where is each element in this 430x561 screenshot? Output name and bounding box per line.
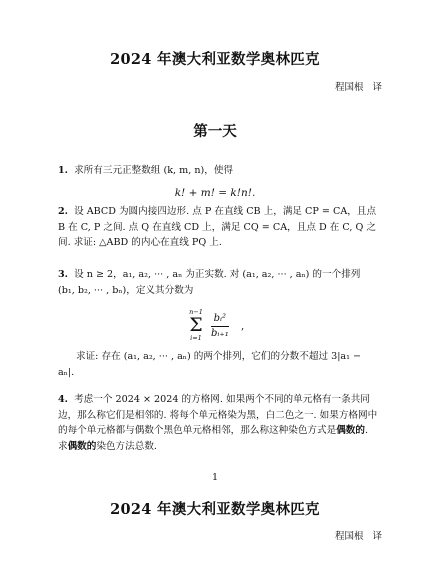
formula-comma: , [241, 321, 245, 332]
sum-operator [185, 308, 207, 342]
sum-upper-limit: n−1 [189, 308, 203, 316]
problem-text: 染色方法总数. [96, 440, 157, 452]
problem-number: 1. [58, 165, 69, 176]
problem-text: 求证: 存在 (a₁, a₂, ··· , aₙ) 的两个排列，它们的分数不超过 3|a₁ − aₙ|. [58, 351, 362, 378]
page-2-translator-credit: 程国根 译 [334, 531, 382, 542]
translator-credit: 程国根 译 [334, 82, 382, 93]
problem-text: 设 n ≥ 2，a₁, a₂, ··· , aₙ 为正实数. 对 (a₁, a₂, ··· , aₙ) 的一个排列 (b₁, b₂, ··· , bₙ)，定义其分数为 [58, 269, 361, 296]
page-2-title: 2024 年澳大利亚数学奥林匹克 [110, 501, 320, 518]
problem-4 [58, 392, 378, 454]
problem-text: . 求 [58, 425, 369, 452]
page-title: 2024 年澳大利亚数学奥林匹克 [110, 51, 320, 68]
problem-3 [58, 267, 378, 298]
problem-number: 2. [58, 206, 69, 217]
day-title: 第一天 [193, 123, 237, 140]
emphasis-even: 偶数的 [336, 425, 365, 436]
fraction-numerator: bᵢ² [211, 312, 229, 327]
emphasis-even: 偶数的 [67, 440, 97, 452]
problem-text: 求所有三元正整数组 (k, m, n)，使得 [74, 165, 234, 176]
problem-number: 4. [58, 394, 69, 405]
equation: k! + m! = k!n!. [174, 187, 256, 199]
sum-symbol: Σ [189, 314, 203, 336]
problem-text: 设 ABCD 为圆内接四边形. 点 P 在直线 CB 上，满足 CP = CA，且点 B 在 C, P 之间. 点 Q 在直线 CD 上，满足 CQ = CA，且点 D 在 C, Q 之间. 求证: △ABD 的内心在直线 PQ 上. [58, 206, 377, 248]
problem-2 [58, 204, 378, 251]
problem-number: 3. [58, 269, 69, 280]
problem-1 [58, 163, 378, 179]
fraction-denominator: bᵢ₊₁ [211, 328, 229, 339]
problem-3-claim [58, 349, 378, 380]
page-number: 1 [211, 472, 219, 483]
problem-text: 考虑一个 2024 × 2024 的方格网. 如果两个不同的单元格有一条共同边，那么称它们是相邻的. 将每个单元格染为黑，白二色之一. 如果方格网中的每个单元格都与偶数个黑色单元格相邻，那么称这种染色方式是 [58, 394, 378, 436]
fraction [211, 312, 229, 341]
sum-lower-limit: i=1 [190, 334, 202, 342]
